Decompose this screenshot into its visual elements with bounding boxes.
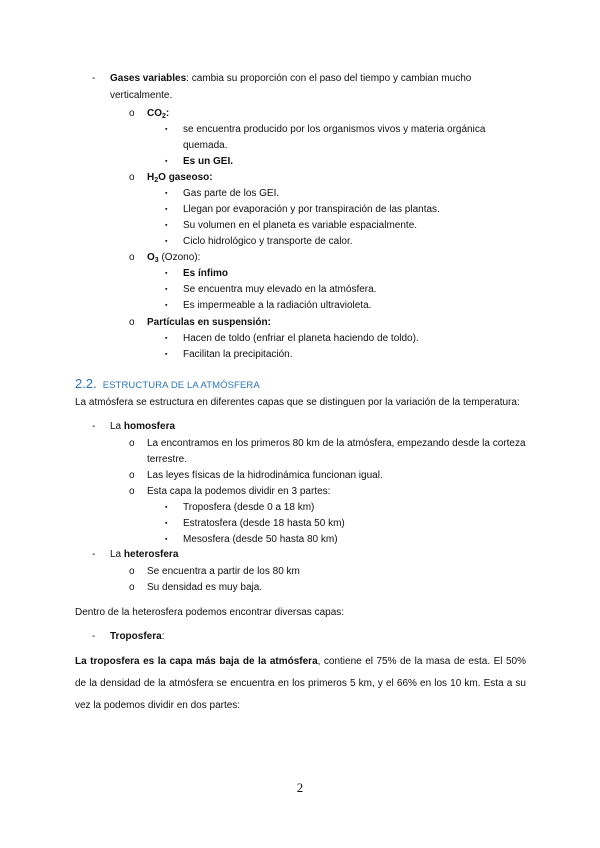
o3-item: Es ínfimo (183, 268, 229, 279)
gases-variables-title: Gases variables (110, 73, 187, 84)
page-number: 2 (296, 780, 304, 795)
circle-bullet: o (129, 486, 135, 497)
homosfera-item-3: Esta capa la podemos dividir en 3 partes: (147, 486, 331, 497)
particulas-item: Facilitan la precipitación. (183, 349, 293, 360)
square-bullet: ▪ (165, 222, 168, 229)
circle-bullet: o (129, 470, 135, 481)
circle-bullet: o (129, 438, 135, 449)
homosfera-item-2: Las leyes físicas de la hidrodinámica funcionan igual. (147, 470, 383, 481)
dash-bullet: - (92, 421, 96, 432)
square-bullet: ▪ (165, 351, 168, 358)
h2o-item: Gas parte de los GEI. (183, 188, 280, 199)
o3-item: Es impermeable a la radiación ultravioleta. (183, 300, 372, 311)
homosfera-item-1: La encontramos en los primeros 80 km de la atmósfera, empezando desde la corteza (147, 438, 526, 449)
square-bullet: ▪ (165, 238, 168, 245)
troposfera-label: Troposfera: (110, 631, 165, 642)
o3-label: $O_3$ (Ozono): (147, 252, 201, 264)
square-bullet: ▪ (165, 126, 168, 133)
co2-item-2: Es un GEI. (183, 156, 234, 167)
section-heading (75, 376, 260, 394)
homosfera-title: La homosfera (110, 421, 176, 432)
square-bullet: ▪ (165, 190, 168, 197)
troposfera-paragraph-bold: La troposfera es la capa más baja de la atmósfera (75, 656, 318, 667)
gases-variables-text-cont: verticalmente. (110, 90, 173, 101)
square-bullet: ▪ (165, 206, 168, 213)
square-bullet: ▪ (165, 504, 168, 511)
heterosfera-title: La heterosfera (110, 549, 179, 560)
homosfera-part: Estratosfera (desde 18 hasta 50 km) (183, 518, 345, 529)
co2-item-1-cont: quemada. (183, 140, 228, 151)
co2-label: $CO_2$: (147, 108, 170, 120)
circle-bullet: o (129, 172, 135, 183)
section-number: 2.2. (75, 376, 97, 391)
square-bullet: ▪ (165, 286, 168, 293)
square-bullet: ▪ (165, 335, 168, 342)
homosfera-part: Troposfera (desde 0 a 18 km) (183, 502, 315, 513)
heterosfera-item-1: Se encuentra a partir de los 80 km (147, 566, 300, 577)
dash-bullet: - (92, 631, 96, 642)
circle-bullet: o (129, 582, 135, 593)
circle-bullet: o (129, 317, 135, 328)
section-intro: La atmósfera se estructura en diferentes capas que se distinguen por la variación de la temperatura: (75, 397, 520, 408)
h2o-item: Ciclo hidrológico y transporte de calor. (183, 236, 353, 247)
square-bullet: ▪ (165, 270, 168, 277)
co2-item-1: se encuentra producido por los organismos vivos y materia orgánica (183, 124, 486, 135)
troposfera-paragraph-text: , contiene el 75% de la masa de esta. El 50% de la densidad de la atmósfera se encuentra en los primeros 5 km, y el 66% en los 10 km. Esta a su vez la podemos dividir en dos partes: (75, 656, 526, 711)
particulas-label: Partículas en suspensión: (147, 317, 271, 328)
particulas-item: Hacen de toldo (enfriar el planeta haciendo de toldo). (183, 333, 419, 344)
dash-bullet: - (92, 549, 96, 560)
homosfera-part: Mesosfera (desde 50 hasta 80 km) (183, 534, 338, 545)
gases-variables-line (110, 72, 471, 86)
h2o-label: $H_2O$ gaseoso: (147, 172, 213, 184)
square-bullet: ▪ (165, 302, 168, 309)
homosfera-item-1-cont: terrestre. (147, 454, 188, 465)
circle-bullet: o (129, 566, 135, 577)
circle-bullet: o (129, 252, 135, 263)
square-bullet: ▪ (165, 536, 168, 543)
o3-item: Se encuentra muy elevado en la atmósfera. (183, 284, 377, 295)
dash-bullet: - (92, 73, 96, 84)
section-title: ESTRUCTURA DE LA ATMÓSFERA (102, 380, 260, 391)
heterosfera-item-2: Su densidad es muy baja. (147, 582, 263, 593)
square-bullet: ▪ (165, 520, 168, 527)
troposfera-paragraph (75, 651, 526, 717)
square-bullet: ▪ (165, 158, 168, 165)
h2o-item: Llegan por evaporación y por transpiración de las plantas. (183, 204, 440, 215)
heterosfera-intro: Dentro de la heterosfera podemos encontrar diversas capas: (75, 607, 345, 618)
circle-bullet: o (129, 108, 135, 119)
h2o-item: Su volumen en el planeta es variable espacialmente. (183, 220, 418, 231)
gases-variables-text: : cambia su proporción con el paso del tiempo y cambian mucho (186, 73, 472, 84)
